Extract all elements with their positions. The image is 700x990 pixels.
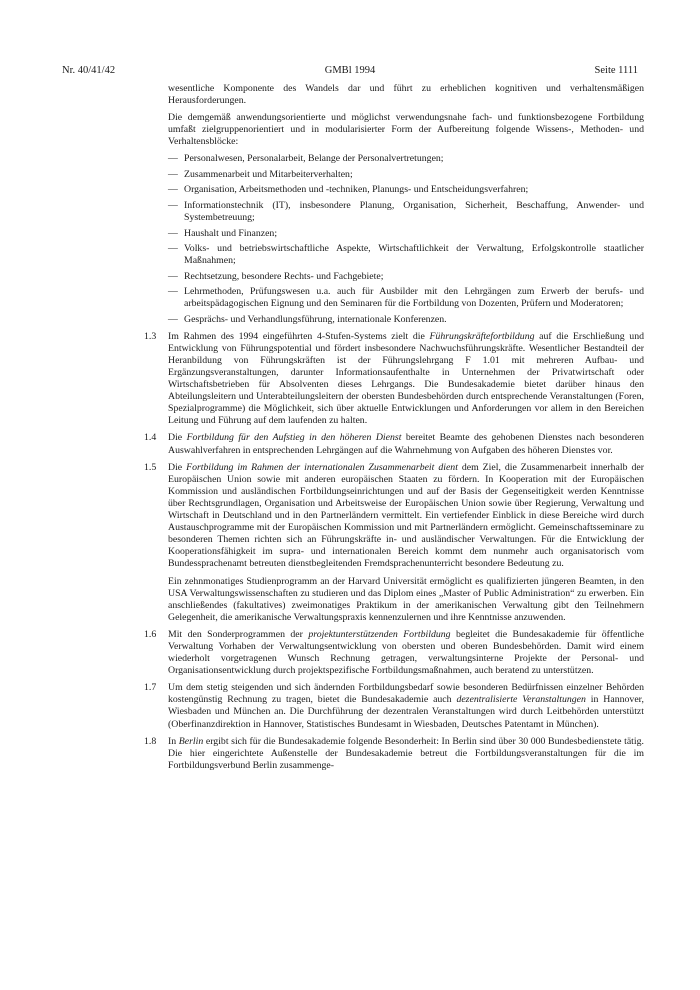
section-number: 1.3 xyxy=(144,330,157,342)
emphasis: dezentralisierte Veranstaltungen xyxy=(456,694,586,706)
section-paragraph xyxy=(168,432,644,456)
text-run: Die xyxy=(168,461,187,473)
text-run: Im Rahmen des 1994 eingeführten 4-Stufen-Systems zielt die xyxy=(168,330,430,342)
list-item: — Personalwesen, Personalarbeit, Belange der Personalvertretungen; xyxy=(168,153,644,165)
section-1-5 xyxy=(144,461,644,624)
text-run: In xyxy=(168,735,179,747)
page-number: Seite 1111 xyxy=(594,65,638,76)
text-run: bereitet Beamte des gehobenen Dienstes nach besonderen Auswahlverfahren in entsprechenden Lehrgängen auf die Wahrnehmung von Aufgaben des höheren Dienstes vor. xyxy=(168,432,644,456)
section-number: 1.5 xyxy=(144,461,157,473)
text-run: Um dem stetig steigenden und sich ändernden Fortbildungsbedarf sowie besonderen Bedürfnissen einzelner Behörden kostengünstig Rechnung zu tragen, bietet die Bundesakademie auch xyxy=(168,682,644,706)
list-item: — Informationstechnik (IT), insbesondere Planung, Organisation, Sicherheit, Beschaffung, Anwender- und Systembetreuung; xyxy=(168,200,644,224)
document-body xyxy=(144,83,645,777)
intro-paragraph-2: Die demgemäß anwendungsorientierte und möglichst verwendungsnahe fach- und funktionsbezogene Fortbildung umfaßt zielgruppenorientiert und in modularisierter Form der Aufbereitung folgende Wissens-, Methoden- und Verhaltensblöcke: xyxy=(168,112,644,148)
list-item: — Volks- und betriebswirtschaftliche Aspekte, Wirtschaftlichkeit der Verwaltung, Erfolgskontrolle staatlicher Maßnahmen; xyxy=(168,243,644,267)
text-run: in Hannover, Wiesbaden und München an. Die Durchführung der dezentralen Veranstaltungen wird durch Leitbehörden unterstützt (Oberfinanzdirektion in Hannover, Statistisches Bundesamt in Wiesbaden, Deutsches Patentamt in München). xyxy=(168,694,644,730)
section-number: 1.6 xyxy=(144,628,157,640)
emphasis: Führungskräftefortbildung xyxy=(429,330,535,342)
section-1-8 xyxy=(144,735,644,772)
section-paragraph xyxy=(168,331,644,428)
section-number: 1.4 xyxy=(144,432,157,444)
intro-paragraph-1: wesentliche Komponente des Wandels dar und führt zu erheblichen kognitiven und verhaltensmäßigen Herausforderungen. xyxy=(168,83,644,107)
list-item: — Gesprächs- und Verhandlungsführung, internationale Konferenzen. xyxy=(168,314,644,326)
topic-list xyxy=(168,153,644,325)
section-paragraph xyxy=(168,462,644,571)
section-1-6 xyxy=(144,628,645,677)
issue-number: Nr. 40/41/42 xyxy=(62,65,116,76)
list-item: — Zusammenarbeit und Mitarbeiterverhalten; xyxy=(168,169,644,181)
text-run: Mit den Sonderprogrammen der xyxy=(168,628,309,640)
section-paragraph-2: Ein zehnmonatiges Studienprogramm an der Harvard Universität ermöglicht es qualifizierten jüngeren Beamten, in den USA Verwaltungswissenschaften zu studieren und das Diplom eines „Master of Public Administration“ zu erwerben. Ein anschließendes (fakultatives) zweimonatiges Praktikum in der amerikanischen Verwaltung gibt den Teilnehmern Gelegenheit, die amerikanische Verwaltungspraxis kennenzulernen und ihre Kenntnisse anzuwenden. xyxy=(168,575,644,623)
text-run: auf die Erschließung und Entwicklung von Führungspotential und fördert insbesondere Nachwuchsführungskräfte. Wesentlicher Bestandteil der Heranbildung von Führungskräften ist der Führungslehrgang F 1.01 mit mehreren Aufbau- und Ergänzungsveranstaltungen, darunter Informationsaufenthalte in Unternehmen der Privatwirtschaft oder Wirtschaftsbetrieben für Absolventen dieses Lehrgangs. Die Bundesakademie bietet darüber hinaus den Abteilungsleitern und Unterabteilungsleitern der obersten Bundesbehörden durch entsprechende Veranstaltungen (Foren, Spezialprogramme) die Möglichkeit, sich über aktuelle Entwicklungen und Anforderungen vor allem in den Bereichen Leitung und Führung auf dem laufenden zu halten. xyxy=(168,330,644,427)
publication-title: GMBl 1994 xyxy=(324,65,376,76)
section-number: 1.8 xyxy=(144,735,157,747)
section-paragraph xyxy=(168,629,644,677)
section-paragraph xyxy=(168,736,644,772)
emphasis: Fortbildung im Rahmen der internationalen Zusammenarbeit dient xyxy=(186,461,458,473)
section-1-7 xyxy=(144,682,644,730)
text-run: ergibt sich für die Bundesakademie folgende Besonderheit: In Berlin sind über 30 000 Bundesbedienstete tätig. Die hier eingerichtete Außenstelle der Bundesakademie betreut die Fortbildungsveranstaltungen für die im Fortbildungsverbund Berlin zusammenge- xyxy=(168,735,644,771)
list-item: — Haushalt und Finanzen; xyxy=(168,228,644,240)
text-run: begleitet die Bundesakademie für öffentliche Verwaltung Vorhaben der Verwaltungsentwicklung von obersten und oberen Bundesbehörden. Damit wird einem wiederholt vorgetragenen Wunsch Rechnung getragen, verwaltungsinterne Projekte der Personal- und Organisationsentwicklung durch projektspezifische Fortbildungsmaßnahmen, auch beratend zu unterstützen. xyxy=(168,628,645,677)
text-run: dem Ziel, die Zusammenarbeit innerhalb der Europäischen Union sowie mit anderen europäischen Staaten zu fördern. In Kooperation mit der Europäischen Kommission und ausländischen Fortbildungseinrichtungen und auf der Basis der Gegenseitigkeit werden Kenntnisse über Rechtsgrundlagen, Organisation und Arbeitsweise der Europäischen Union sowie über Regierung, Verwaltung und Wirtschaft in Deutschland und in den Partnerländern vermittelt. Ein vertiefender Einblick in diese Bereiche wird durch Austauschprogramme mit der Europäischen Kommission und mit Partnerländern ermöglicht. Gemeinschaftsseminare zu besonderen Themen richten sich an Führungskräfte in- und ausländischer Verwaltungen. Für die Entwicklung der Kooperationsfähigkeit im supra- und internationalen Bereich kommt dem nunmehr auch organisatorisch vom Bundessprachenamt betreuten dienstbegleitenden Fremdsprachenunterricht besondere Bedeutung zu. xyxy=(168,461,644,570)
section-paragraph xyxy=(168,682,644,730)
section-1-4 xyxy=(144,432,644,456)
section-1-3 xyxy=(144,330,644,428)
section-number: 1.7 xyxy=(144,682,157,694)
emphasis: Fortbildung für den Aufstieg in den höheren Dienst xyxy=(186,432,402,444)
text-run: Die xyxy=(168,432,187,444)
list-item: — Organisation, Arbeitsmethoden und -techniken, Planungs- und Entscheidungsverfahren; xyxy=(168,184,644,196)
emphasis: projektunterstützenden Fortbildung xyxy=(308,628,451,640)
emphasis: Berlin xyxy=(178,735,204,747)
list-item: — Lehrmethoden, Prüfungswesen u.a. auch für Ausbilder mit den Lehrgängen zum Erwerb der berufs- und arbeitspädagogischen Eignung und den Seminaren für die Fortbildung von Dozenten, Prüfern und Moderatoren; xyxy=(168,286,644,310)
list-item: — Rechtsetzung, besondere Rechts- und Fachgebiete; xyxy=(168,271,644,283)
